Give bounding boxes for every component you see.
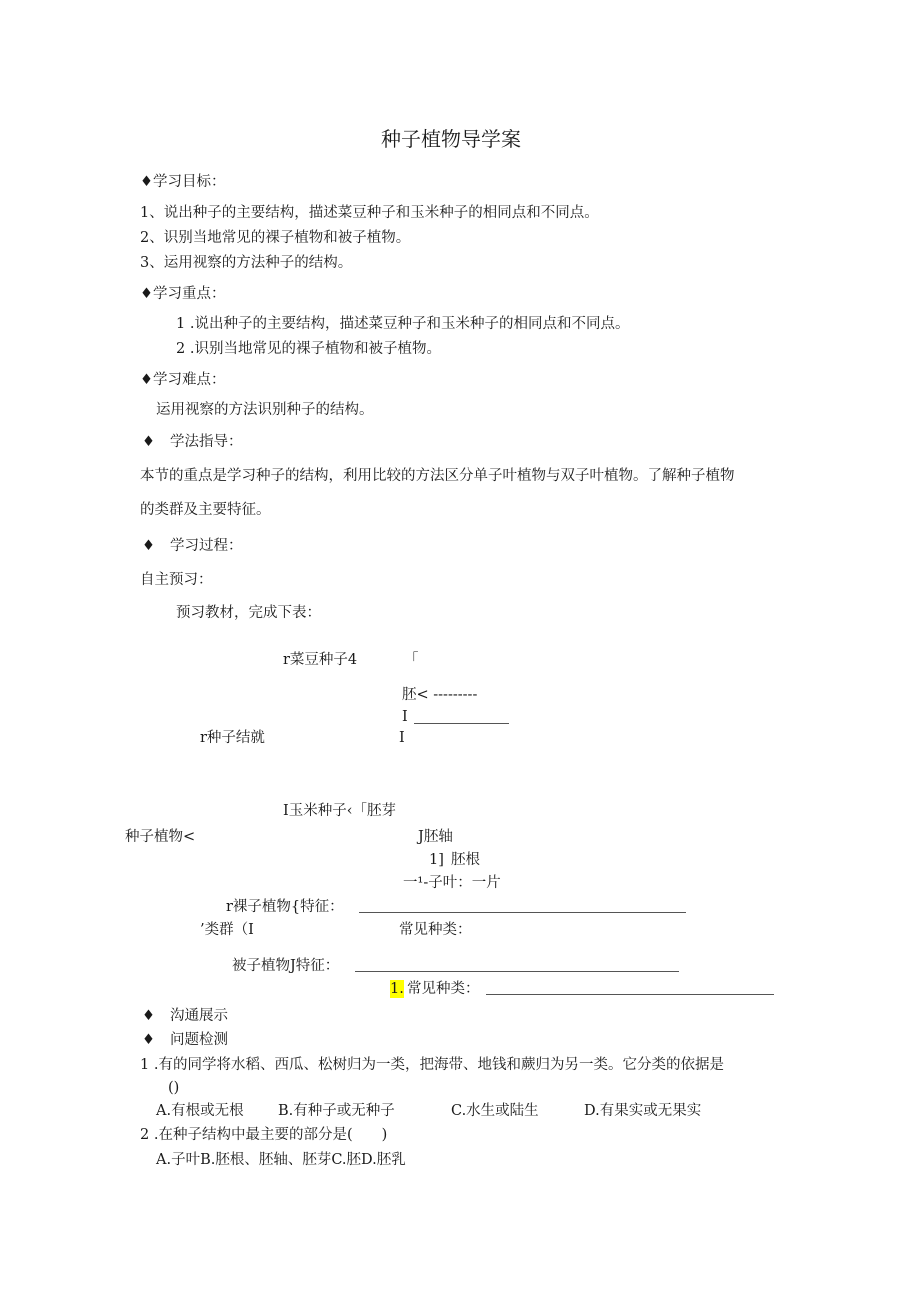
objective-item: 1、说出种子的主要结构，描述菜豆种子和玉米种子的相同点和不同点。 (140, 205, 599, 221)
process-heading: 学习过程： (170, 538, 243, 554)
highlight-mark: 1. (390, 981, 404, 997)
exchange-heading: 沟通展示 (170, 1008, 228, 1024)
diagram-seed-plants: 种子植物< (125, 829, 196, 845)
diagram-common-species: 常见种类： (399, 922, 472, 938)
diagram-cotyledon: 一¹-子叶：一片 (403, 875, 501, 891)
diamond-bullet-icon: ♦ (142, 434, 155, 450)
diagram-angiosperm: 被子植物J特征： (232, 958, 340, 974)
diagram-radicle: 胚根 (451, 852, 480, 868)
diagram-corn-seed: I玉米种子‹「胚芽 (283, 803, 397, 819)
question-2-options: A.子叶B.胚根、胚轴、胚芽C.胚D.胚乳 (156, 1152, 406, 1168)
diagram-embryo: 胚< --------- (402, 687, 478, 703)
difficulty-heading: ♦学习难点： (140, 372, 226, 388)
diagram-gymnosperm: r裸子植物{特征： (226, 899, 344, 915)
fill-blank-line (486, 994, 774, 995)
question-1-stem: 1 .有的同学将水稻、西瓜、松树归为一类，把海带、地钱和蕨归为另一类。它分类的依据是 (140, 1057, 724, 1073)
fill-blank-line (355, 971, 679, 972)
difficulty-text: 运用视察的方法识别种子的结构。 (156, 402, 374, 418)
question-1-option-b: B.有种子或无种子 (278, 1103, 395, 1119)
check-heading: 问题检测 (170, 1032, 228, 1048)
diamond-bullet-icon: ♦ (142, 1032, 155, 1048)
diagram-bar: I (402, 709, 408, 725)
question-1-blank: () (168, 1080, 180, 1096)
question-2-stem: 2 .在种子结构中最主要的部分是( ) (140, 1127, 388, 1143)
objectives-heading: ♦学习目标： (140, 174, 226, 190)
diamond-bullet-icon: ♦ (142, 538, 155, 554)
diagram-hypocotyl: J胚轴 (418, 829, 453, 845)
diagram-groups: ’类群（I (200, 922, 254, 938)
diagram-bean-seed: r菜豆种子4 (283, 652, 358, 668)
keypoint-item: 2 .识别当地常见的裸子植物和被子植物。 (176, 341, 441, 357)
preview-instruction: 预习教材，完成下表： (176, 605, 321, 621)
objective-item: 2、识别当地常见的裸子植物和被子植物。 (140, 230, 411, 246)
diagram-seed-structure: r种子结就 (200, 730, 265, 746)
diagram-bar: I (399, 730, 405, 746)
preview-heading: 自主预习： (140, 572, 213, 588)
question-1-option-c: C.水生或陆生 (451, 1103, 539, 1119)
question-1-option-d: D.有果实或无果实 (584, 1103, 702, 1119)
diagram-radicle-mark: 1] (429, 852, 444, 868)
diagram-common-species-2: 常见种类： (407, 981, 480, 997)
method-heading: 学法指导： (170, 434, 243, 450)
diamond-bullet-icon: ♦ (142, 1008, 155, 1024)
method-text-line1: 本节的重点是学习种子的结构，利用比较的方法区分单子叶植物与双子叶植物。了解种子植物 (140, 468, 735, 484)
page-title: 种子植物导学案 (381, 127, 521, 151)
keypoint-item: 1 .说出种子的主要结构，描述菜豆种子和玉米种子的相同点和不同点。 (176, 316, 630, 332)
question-1-option-a: A.有根或无根 (156, 1103, 244, 1119)
keypoints-heading: ♦学习重点： (140, 286, 226, 302)
fill-blank-line (359, 912, 686, 913)
objective-item: 3、运用视察的方法种子的结构。 (140, 255, 353, 271)
diagram-bracket: 「 (404, 652, 419, 668)
fill-blank-line (414, 723, 509, 724)
method-text-line2: 的类群及主要特征。 (140, 502, 271, 518)
